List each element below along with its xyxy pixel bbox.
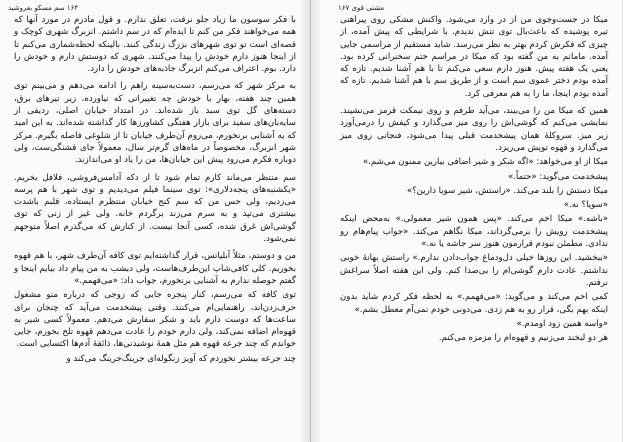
paragraph: توی کافه که می‌رسم، کنار پنجره جایی که زوجی که درباره منو مشغول حرف‌زدن‌اند، راهنمایی‌ام می‌کنند. وقتی پیشخدمت می‌آید که چنجان برای ساعت‌ها که دوست دارم باید و شکر سفارش می‌دهم. معمولاً کسی شیر به قهوه‌ام اضافه نمی‌کند، ولی دارم خودم را عادت می‌دهم قهوه تلخ بخورم، جایی خواندم که چند جرعه قهوه هم مثل همهٔ نوشیدنی‌ها، ذائقهٔ آدم‌ها اکتسابی است.: [14, 290, 296, 350]
paragraph: هر دو لبخند می‌زنیم و قهوه‌ام را مزمزه می‌کنم.: [438, 333, 608, 344]
right-page: [311, 0, 622, 442]
paragraph: با فکر سوسون ما زیاد جلو نرفت، تعلق ندارم. و قول مادرم در مورد آنها که همه می‌خواهند فکر من کنم تا ایده‌ام که در سم داشتم. انزبرگ شهری کوچک و قصه‌ای است تو توی شهرهای بزرگ زندگی کنند. بالینکه لحظه‌شماری می‌کنم تا از اینجا هنوز دارم خودش را پیدا می‌کنند. شهری که دوستش دارم و خودش را دارد. بوم. اعتراف می‌کنم انزبرگ جاذبه‌های خودش را دارد.: [14, 15, 296, 75]
gutter-shadow: [312, 0, 322, 442]
paragraph: همین که میکا من را می‌بیند، می‌آید طرفم و روی نیمکت قرمز می‌نشیند. نمایشی می‌کنم که گوشی‌اش را روی میز می‌گذارد و کیفش را درمی‌آورد زیر میز. سروکلهٔ همان پیشخدمت قبلی پیدا می‌شود، فنجانی روی میز می‌گذارد و قهوه توپش می‌ریزد.: [340, 106, 608, 153]
paragraph: پیشخدمت می‌گوید: «حتماً.»: [507, 171, 608, 182]
paragraph: سم منتظر می‌ماند کارم تمام شود تا از دکه آدامس‌فروشی، فلافل بخریم. «یکشنبه‌های پنجه‌دلاری»: توی سینما فیلم می‌دیدیم و توی شهر با هم پرسه می‌زدیم، ولی حس من که سم کنج خیابان منتظرم ایستاده، قلبم باشدت بیشتری می‌تپد و به سرم می‌زند برگردم خانه. ولی غیر از زنی که توی گوشی‌اش غرق شده، کسی آنجا نیست. از کنارش که می‌گذرم اصلاً متوجهم نمی‌شود.: [14, 172, 296, 245]
running-head: مشتی قوی ۱۶۷: [338, 4, 385, 12]
paragraph: «واسه همین زود اومدم.»: [516, 318, 608, 329]
paragraph: «ببخشید. این روزها خیلی دل‌ودماغ جواب‌دادن ندارم.» راستش بهانهٔ خوبی نداشتم. عادت دارم گوشی‌ام را بی‌صدا کنم. ولی این هفته اصلاً سراغش نرفتم.: [340, 253, 608, 288]
paragraph: «سویا؟ نه.»: [563, 200, 608, 211]
page-body: [14, 14, 296, 367]
paragraph: کمی اخم می‌کند و می‌گوید: «می‌فهمم.» به لحظه فکر کردم شاید بدون اینکه بهم بگی، قرار رو به هم زدی. می‌دونی خودم نمی‌آم معطل بشم.»: [340, 292, 608, 315]
paragraph: به مرکز شهر که می‌رسم، دست‌به‌سینه راهم را ادامه می‌دهم و می‌بینم توی همین چند هفته، بهار با خودش چه تغییراتی که نیاورده، زیر تیرهای برق، دسته‌های گل توی سبد باز شده‌اند. در امتداد خیابان اصلی، ردیفی از سایه‌بان‌های سفید برای بازار هفتگی کشاورزها کار گذاشته شده‌اند. به این امید که یه آشنایی برنخورم، می‌روم آن‌طرف خیابان تا از شلوغی فاصله بگیرم. مرکز شهر انزبرگ، مخصوصاً در ماه‌های گرم‌تر سال، معمولاً جای قشنگی‌ست، ولی دوباره فکرم می‌رود پیش این خیابان‌ها، من را یاد او می‌اندازند.: [14, 81, 296, 166]
paragraph: «باشه.» میکا اخم می‌کند. «پس همون شیر معمولی.» به‌محض اینکه پیشخدمت رویش را برمی‌گرداند، میکا نگاهم می‌کند. «جواب پیام‌هام رو ندادی. مطمئن نبودم قرارمون هنوز سر جاشه یا نه.»: [340, 214, 608, 250]
running-head: ۱۶۴ سم مسکو بغروشید: [8, 4, 79, 12]
gutter-shadow: [300, 0, 310, 442]
paragraph: میکا از او می‌خواهد: «اگه شکر و شیر اضافی بیارین ممنون می‌شم.»: [362, 157, 608, 168]
paragraph: من و دوستم، مثلاً آبلیاتس، قرار گذاشته‌ایم توی کافه آن‌طرف شهر، با هم قهوه بخوریم. کلی کافی‌شاپ این‌طرف‌هاست، ولی دیشب به من پیام داد بیایم اینجا و گفتم حوصله ندارم به آشنایی برنخورم، جواب داد: «می‌فهمم.»: [14, 251, 296, 286]
left-page: [0, 0, 311, 442]
paragraph: چند جرعه بیشتر نخوردم که آویز زنگوله‌ای جرینگ‌جرینگ می‌کند و: [66, 353, 296, 364]
paragraph: میکا در جست‌وجوی من از در وارد می‌شود. واکنش مشکی روی پیراهنی تیره پوشیده که باعث‌بال توی تنش ندیدم. با شرایطی که پیش آمده، از چیزی که فکرش کردم بهتر به نظر می‌رسد. شاید مستقیم از مراسمی جایی آمده. مامانم به من گفته بود که میکا در مراسم ختم سخنرانی کرده بود. یعنی یک هفته پیش. هنوز دارم سعی می‌کنم تا با هم آشنا شدیم. تازه که آمده بودم دختر عموی سم است و از طریق سم با هم آشنا شدیم. تازه که آمده بودم اینجا، ما را به هم معرفی کرد.: [340, 15, 608, 99]
paragraph: میکا دستش را بلند می‌کند. «راستش، شیر سویا دارین؟»: [406, 185, 608, 196]
page-body: [340, 14, 608, 346]
